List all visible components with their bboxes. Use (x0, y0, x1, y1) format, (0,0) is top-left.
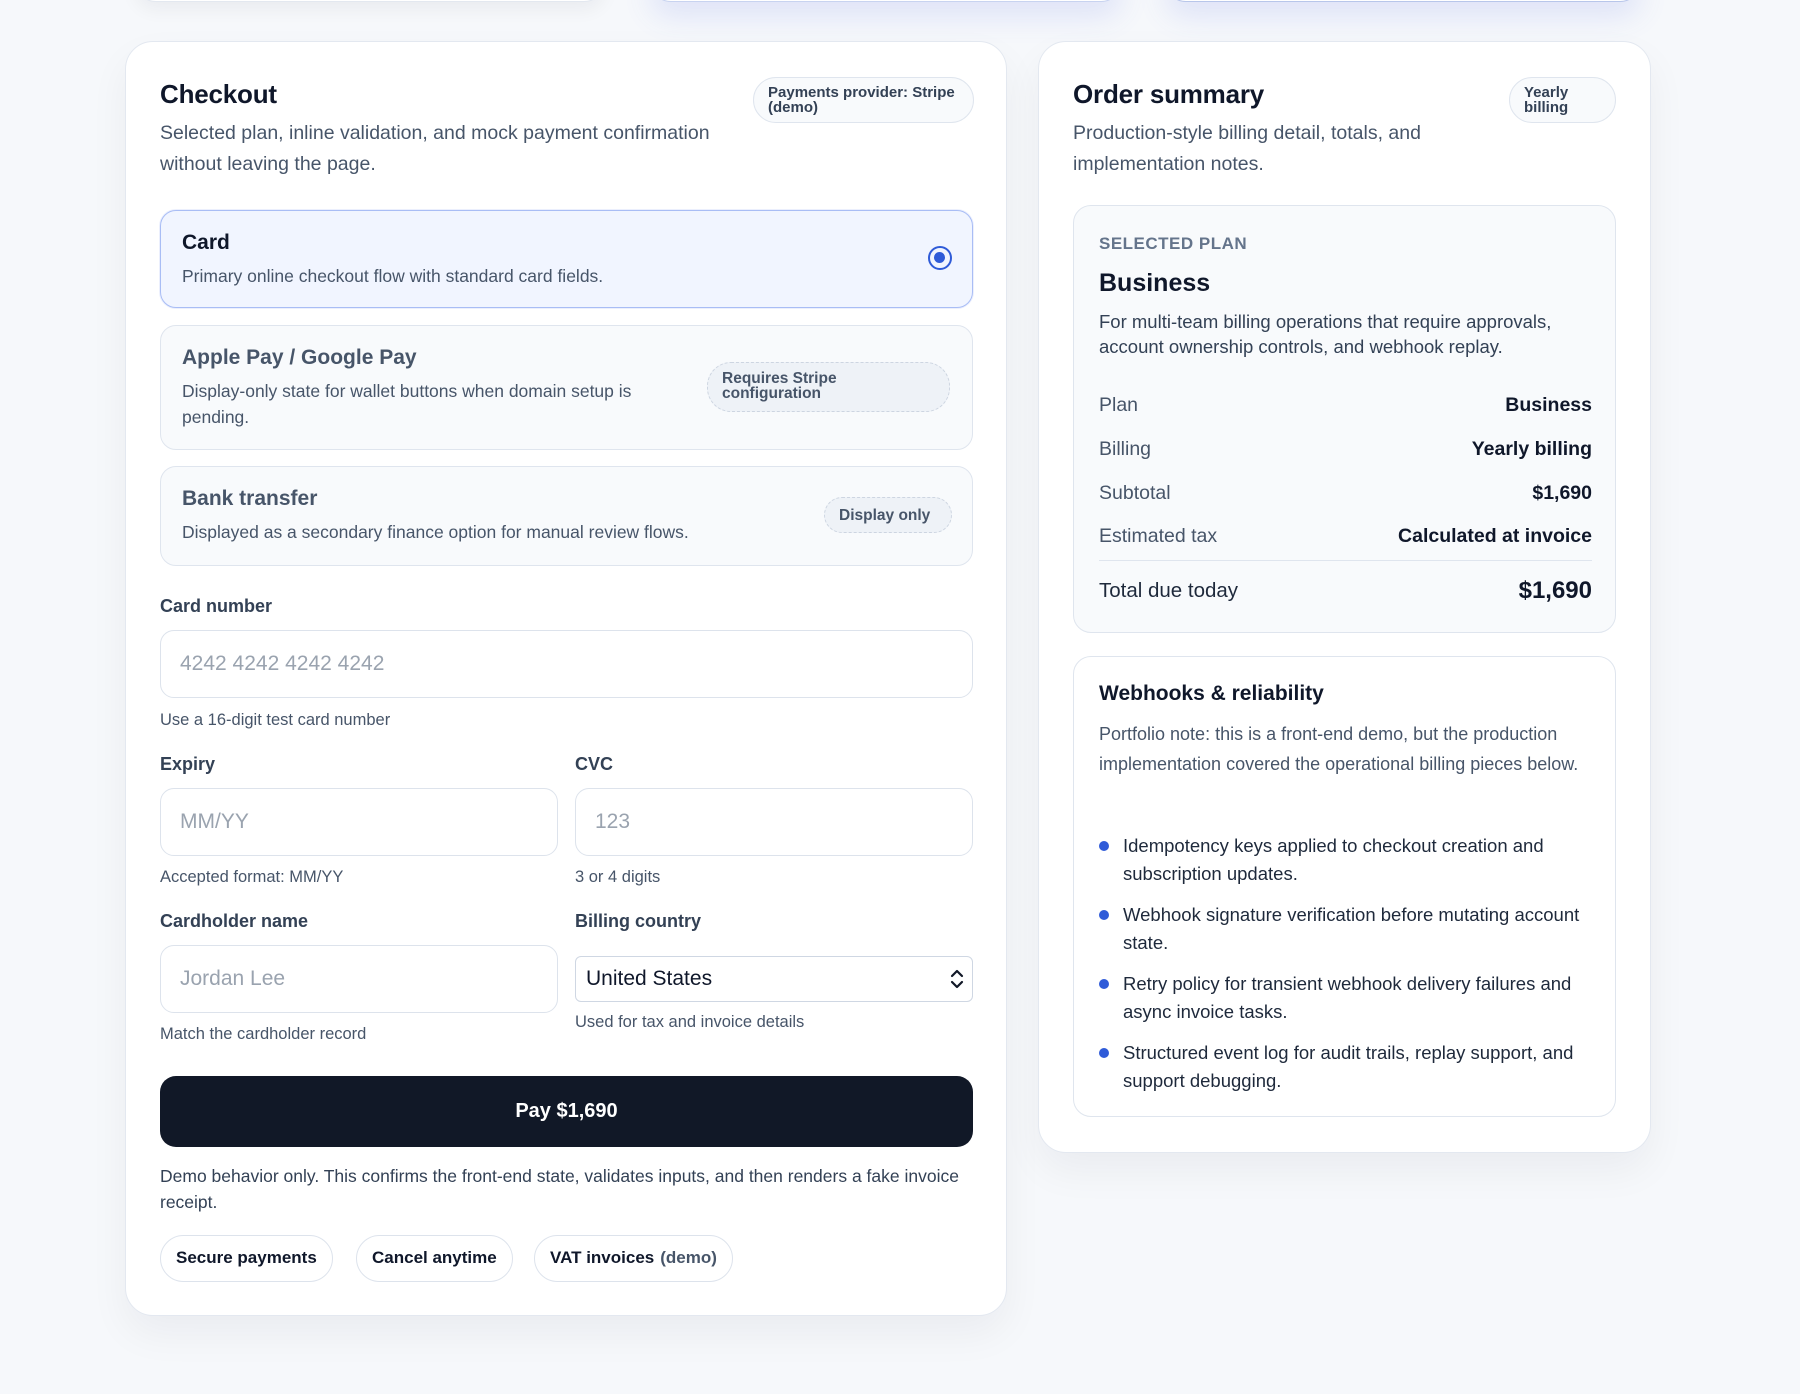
cardholder-input[interactable]: Jordan Lee (160, 945, 558, 1013)
method-title: Card (182, 231, 230, 254)
list-item-text: Webhook signature verification before mutating account state. (1123, 904, 1580, 953)
cvc-input[interactable]: 123 (575, 788, 973, 856)
top-card-3[interactable] (1165, 0, 1641, 2)
pay-button[interactable]: Pay $1,690 (160, 1076, 973, 1147)
list-item-text: Idempotency keys applied to checkout creation and subscription updates. (1123, 835, 1544, 884)
summary-row-subtotal (1099, 482, 1592, 512)
chip-label: VAT invoices (550, 1248, 655, 1267)
checkout-panel (125, 41, 1007, 1316)
cardholder-label: Cardholder name (160, 911, 309, 931)
requires-config-tag: Requires Stripe configuration (707, 362, 950, 412)
plan-description: For multi-team billing operations that require approvals, account ownership controls, and webhook replay. (1099, 311, 1552, 357)
display-only-tag: Display only (824, 497, 952, 533)
expiry-help: Accepted format: MM/YY (160, 868, 344, 886)
selected-plan-card (1073, 205, 1616, 633)
bullet-dot-icon (1099, 1048, 1109, 1058)
billing-pill: Yearly billing (1509, 77, 1616, 123)
webhooks-title: Webhooks & reliability (1099, 682, 1324, 705)
payment-method-wallet[interactable] (160, 325, 973, 450)
summary-row-plan (1099, 394, 1592, 424)
cvc-label: CVC (575, 754, 614, 774)
top-card-1[interactable] (135, 0, 605, 2)
bullet-dot-icon (1099, 841, 1109, 851)
total-label: Total due today (1099, 579, 1239, 602)
payment-method-card[interactable] (160, 210, 973, 308)
row-value: Yearly billing (1471, 438, 1592, 460)
cardholder-help: Match the cardholder record (160, 1025, 367, 1043)
list-item-text: Retry policy for transient webhook delivery failures and async invoice tasks. (1123, 973, 1572, 1022)
chip-label: Secure payments (176, 1248, 317, 1267)
country-label: Billing country (575, 911, 701, 931)
checkout-description: Selected plan, inline validation, and mock payment confirmation without leaving the page. (160, 122, 710, 175)
provider-pill: Payments provider: Stripe (demo) (753, 77, 974, 123)
chip-vat-invoices (534, 1235, 733, 1282)
list-item (1099, 1039, 1599, 1094)
chip-cancel-anytime (356, 1235, 513, 1282)
top-card-2[interactable] (650, 0, 1122, 2)
row-value: Business (1505, 394, 1592, 416)
summary-row-billing (1099, 438, 1592, 468)
bullet-dot-icon (1099, 910, 1109, 920)
summary-divider (1099, 560, 1592, 561)
chip-label: Cancel anytime (372, 1248, 497, 1267)
list-item (1099, 832, 1599, 887)
chip-suffix: (demo) (660, 1248, 717, 1267)
card-number-input[interactable]: 4242 4242 4242 4242 (160, 630, 973, 698)
total-value: $1,690 (1518, 577, 1592, 604)
billing-country-value: United States (586, 967, 713, 990)
summary-title: Order summary (1073, 79, 1265, 109)
method-description: Display-only state for wallet buttons when domain setup is pending. (182, 381, 632, 427)
order-summary-panel (1038, 41, 1651, 1153)
checkout-title: Checkout (160, 79, 277, 109)
list-item (1099, 901, 1599, 956)
card-number-help: Use a 16-digit test card number (160, 711, 391, 729)
method-description: Displayed as a secondary finance option for manual review flows. (182, 522, 689, 542)
chip-secure-payments (160, 1235, 333, 1282)
expiry-input[interactable]: MM/YY (160, 788, 558, 856)
card-number-label: Card number (160, 596, 273, 616)
selected-plan-eyebrow: SELECTED PLAN (1099, 234, 1248, 253)
expiry-label: Expiry (160, 754, 216, 774)
summary-row-tax (1099, 525, 1592, 555)
radio-selected-icon[interactable] (928, 246, 952, 270)
summary-description: Production-style billing detail, totals, and implementation notes. (1073, 122, 1421, 175)
updown-chevron-icon (950, 968, 964, 990)
demo-note: Demo behavior only. This confirms the front-end state, validates inputs, and then renders a fake invoice receipt. (160, 1166, 959, 1212)
list-item-text: Structured event log for audit trails, replay support, and support debugging. (1123, 1042, 1574, 1091)
cvc-help: 3 or 4 digits (575, 868, 661, 886)
plan-name: Business (1099, 269, 1211, 297)
webhooks-card (1073, 656, 1616, 1117)
webhooks-list (1099, 832, 1599, 1108)
row-value: Calculated at invoice (1398, 525, 1592, 547)
method-title: Apple Pay / Google Pay (182, 346, 417, 369)
country-help: Used for tax and invoice details (575, 1013, 805, 1031)
billing-country-select[interactable] (575, 956, 973, 1002)
row-label: Subtotal (1099, 482, 1171, 504)
row-label: Billing (1099, 438, 1152, 460)
row-value: $1,690 (1532, 482, 1592, 504)
row-label: Estimated tax (1099, 525, 1218, 547)
total-row (1099, 577, 1592, 609)
row-label: Plan (1099, 394, 1139, 416)
list-item (1099, 970, 1599, 1025)
method-title: Bank transfer (182, 487, 318, 510)
bullet-dot-icon (1099, 979, 1109, 989)
payment-method-bank[interactable] (160, 466, 973, 566)
method-description: Primary online checkout flow with standard card fields. (182, 266, 604, 286)
webhooks-description: Portfolio note: this is a front-end demo, but the production implementation covered the operational billing pieces below. (1099, 724, 1579, 774)
